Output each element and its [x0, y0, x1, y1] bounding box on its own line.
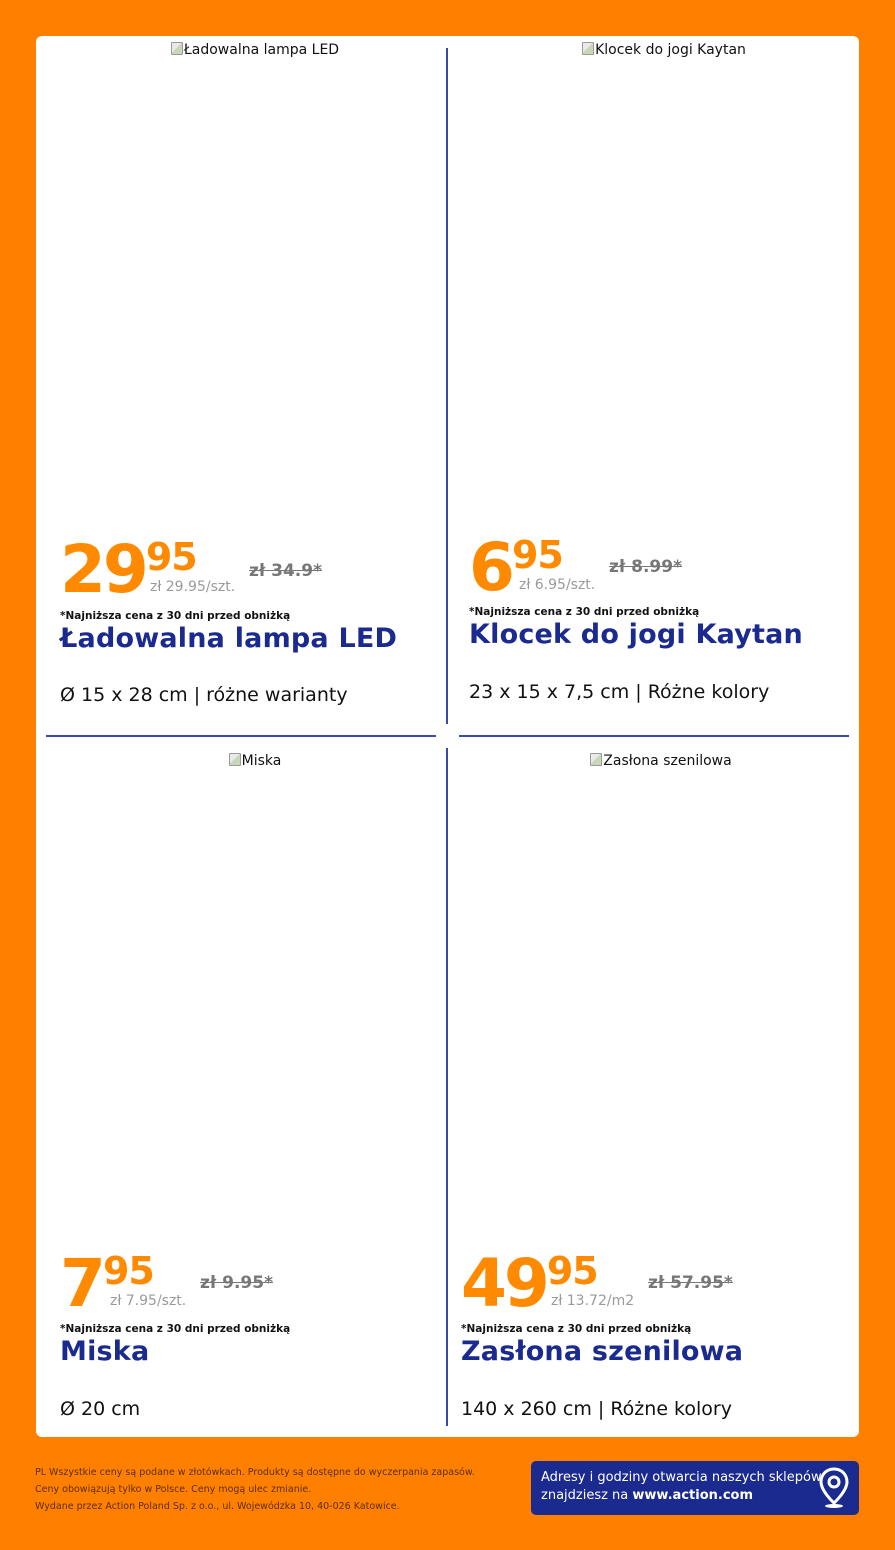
- price: 795: [60, 1245, 154, 1322]
- product-name[interactable]: Miska: [60, 1336, 150, 1367]
- unit-price: zł 13.72/m2: [551, 1293, 635, 1309]
- unit-price: zł 7.95/szt.: [110, 1293, 187, 1309]
- lowest-price-note: *Najniższa cena z 30 dni przed obniżką: [461, 1323, 692, 1335]
- product-spec: Ø 15 x 28 cm | różne warianty: [60, 684, 348, 706]
- divider-horizontal-right: [459, 735, 849, 737]
- product-card-klocek[interactable]: [469, 36, 869, 726]
- lowest-price-note: *Najniższa cena z 30 dni przed obniżką: [60, 610, 291, 622]
- product-name[interactable]: Zasłona szenilowa: [461, 1336, 744, 1367]
- broken-image-icon: [590, 753, 602, 766]
- price: 2995: [60, 531, 197, 608]
- website-link[interactable]: www.action.com: [632, 1488, 753, 1503]
- unit-price: zł 6.95/szt.: [519, 577, 596, 593]
- product-image: Miska: [50, 753, 460, 769]
- price: 695: [469, 529, 563, 606]
- divider-horizontal-left: [46, 735, 436, 737]
- product-card-miska[interactable]: [60, 748, 460, 1438]
- leaflet-page: [36, 36, 859, 1437]
- unit-price: zł 29.95/szt.: [150, 579, 236, 595]
- product-name[interactable]: Klocek do jogi Kaytan: [469, 619, 803, 650]
- product-spec: 23 x 15 x 7,5 cm | Różne kolory: [469, 681, 770, 703]
- old-price: zł 8.99*: [609, 557, 682, 577]
- product-image: Zasłona szenilowa: [461, 753, 861, 769]
- product-spec: Ø 20 cm: [60, 1398, 141, 1420]
- broken-image-icon: [171, 42, 183, 55]
- legal-footer: PL Wszystkie ceny są podane w złotówkach. Produkty są dostępne do wyczerpania zapasów. Ceny obowiązują tylko w Polsce. Ceny mogą ulec zmianie. Wydane przez Action Poland Sp. z o.o., ul. Wojewódzka 10, 40-026 Katowice.: [35, 1467, 475, 1512]
- product-image: Ładowalna lampa LED: [50, 42, 460, 58]
- old-price: zł 9.95*: [200, 1273, 273, 1293]
- old-price: zł 34.9*: [249, 561, 322, 581]
- location-pin-icon: [817, 1467, 851, 1509]
- store-locator-button[interactable]: Adresy i godziny otwarcia naszych sklepów znajdziesz na www.action.com: [531, 1461, 859, 1515]
- price: 4995: [461, 1245, 598, 1322]
- broken-image-icon: [582, 42, 594, 55]
- broken-image-icon: [229, 753, 241, 766]
- lowest-price-note: *Najniższa cena z 30 dni przed obniżką: [469, 606, 700, 618]
- product-name[interactable]: Ładowalna lampa LED: [60, 623, 398, 654]
- product-card-zaslona[interactable]: [461, 748, 861, 1438]
- old-price: zł 57.95*: [648, 1273, 733, 1293]
- product-card-lampa[interactable]: [60, 36, 460, 726]
- lowest-price-note: *Najniższa cena z 30 dni przed obniżką: [60, 1323, 291, 1335]
- product-image: Klocek do jogi Kaytan: [459, 42, 869, 58]
- product-spec: 140 x 260 cm | Różne kolory: [461, 1398, 732, 1420]
